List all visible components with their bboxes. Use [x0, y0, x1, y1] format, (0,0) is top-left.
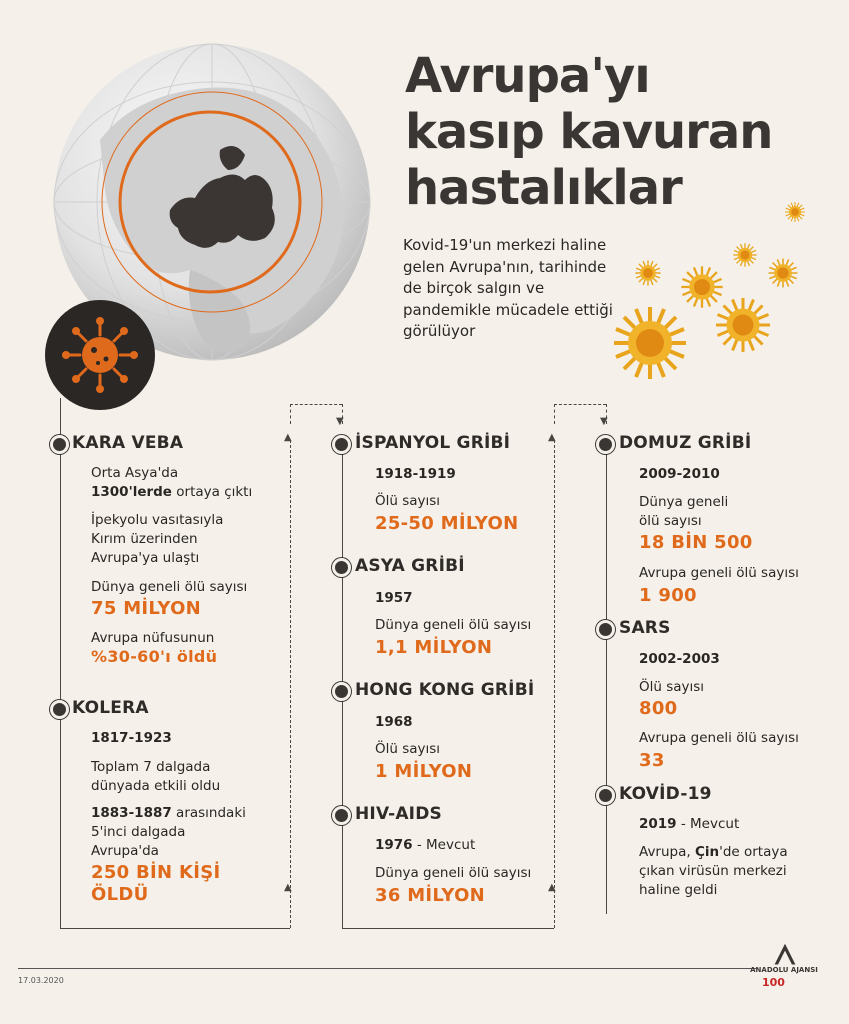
- section-title-kovid-19: KOVİD-19: [619, 784, 712, 804]
- title-line-2: kasıp kavuran: [405, 104, 773, 160]
- kara-veba-europe-label: Avrupa nüfusunun: [91, 630, 215, 646]
- timeline-dash-col2-up: [554, 440, 555, 928]
- domuz-years: 2009-2010: [639, 466, 720, 482]
- section-title-kara-veba: KARA VEBA: [72, 433, 184, 453]
- footer-divider: [18, 968, 756, 969]
- asya-years: 1957: [375, 590, 413, 606]
- virus-icon: [60, 315, 140, 395]
- kara-veba-world-label: Dünya geneli ölü sayısı: [91, 579, 248, 595]
- hongkong-years: 1968: [375, 714, 413, 730]
- footer-agency-name: ANADOLU AJANSI: [750, 966, 818, 974]
- timeline-dot: [332, 682, 351, 701]
- section-title-sars: SARS: [619, 618, 671, 638]
- kara-veba-europe-value: %30-60'ı öldü: [91, 647, 218, 666]
- timeline-dot: [332, 806, 351, 825]
- timeline-dot: [332, 435, 351, 454]
- hiv-label: Dünya geneli ölü sayısı: [375, 865, 532, 881]
- sars-europe-value: 33: [639, 750, 665, 771]
- timeline-dot: [596, 435, 615, 454]
- kara-veba-origin: Orta Asya'da 1300'lerde ortaya çıktı: [91, 465, 253, 500]
- kolera-years: 1817-1923: [91, 730, 172, 746]
- timeline-connector-2: [342, 928, 554, 929]
- timeline-dot: [596, 786, 615, 805]
- section-title-hiv-aids: HIV-AIDS: [355, 804, 442, 824]
- timeline-dash-top-1-v: [290, 404, 291, 424]
- kara-veba-spread: İpekyolu vasıtasıyla Kırım üzerinden Avrupa'ya ulaştı: [91, 512, 224, 566]
- timeline-dash-col1-up: [290, 440, 291, 928]
- timeline-dash-top-2: [554, 404, 606, 405]
- sars-dead-label: Ölü sayısı: [639, 679, 705, 695]
- asya-value: 1,1 MİLYON: [375, 637, 493, 658]
- title-line-3: hastalıklar: [405, 160, 682, 216]
- section-title-domuz-gribi: DOMUZ GRİBİ: [619, 433, 752, 453]
- arrow-up-icon: ▲: [548, 882, 556, 893]
- section-title-kolera: KOLERA: [72, 698, 149, 718]
- sars-years: 2002-2003: [639, 651, 720, 667]
- kara-veba-world-value: 75 MİLYON: [91, 598, 202, 619]
- timeline-dash-top-2-v: [554, 404, 555, 424]
- ispanyol-years: 1918-1919: [375, 466, 456, 482]
- title-line-1: Avrupa'yı: [405, 48, 650, 104]
- arrow-down-icon: ▼: [336, 416, 344, 427]
- hiv-value: 36 MİLYON: [375, 885, 486, 906]
- ispanyol-value: 25-50 MİLYON: [375, 513, 519, 534]
- section-title-hong-kong-gribi: HONG KONG GRİBİ: [355, 680, 535, 700]
- section-title-ispanyol-gribi: İSPANYOL GRİBİ: [355, 433, 511, 453]
- hongkong-value: 1 MİLYON: [375, 761, 473, 782]
- hongkong-label: Ölü sayısı: [375, 741, 441, 757]
- timeline-line-col1: [60, 398, 61, 928]
- intro-text: Kovid-19'un merkezi haline gelen Avrupa'nın, tarihinde de birçok salgın ve pandemikle mücadele ettiği görülüyor: [403, 236, 613, 340]
- kolera-line1: Toplam 7 dalgada dünyada etkili oldu: [91, 759, 221, 794]
- ispanyol-label: Ölü sayısı: [375, 493, 441, 509]
- arrow-up-icon: ▲: [548, 432, 556, 443]
- kolera-value: 250 BİN KİŞİ ÖLDÜ: [91, 862, 221, 905]
- domuz-europe-value: 1 900: [639, 585, 697, 606]
- arrow-up-icon: ▲: [284, 882, 292, 893]
- timeline-dash-top-1: [290, 404, 342, 405]
- timeline-dot: [50, 435, 69, 454]
- timeline-dot: [332, 558, 351, 577]
- timeline-line-col3: [606, 438, 607, 914]
- asya-label: Dünya geneli ölü sayısı: [375, 617, 532, 633]
- sars-europe-label: Avrupa geneli ölü sayısı: [639, 730, 799, 746]
- timeline-connector-1: [60, 928, 290, 929]
- page-title: [405, 48, 825, 216]
- anniversary-badge: 100: [762, 976, 785, 989]
- kovid-years: 2019 - Mevcut: [639, 816, 740, 832]
- timeline-dot: [596, 620, 615, 639]
- anadolu-agency-logo-icon: [762, 942, 808, 968]
- timeline-dot: [50, 700, 69, 719]
- footer-date: 17.03.2020: [18, 976, 64, 985]
- domuz-europe-label: Avrupa geneli ölü sayısı: [639, 565, 799, 581]
- section-title-asya-gribi: ASYA GRİBİ: [355, 556, 465, 576]
- virus-cluster-illustration: [600, 195, 840, 395]
- arrow-down-icon: ▼: [600, 416, 608, 427]
- kolera-line2: 1883-1887 arasındaki 5'inci dalgada Avrupa'da: [91, 805, 246, 859]
- domuz-world-value: 18 BİN 500: [639, 532, 753, 553]
- sars-dead-value: 800: [639, 698, 678, 719]
- domuz-world-label: Dünya geneli ölü sayısı: [639, 494, 729, 529]
- kovid-text: Avrupa, Çin'de ortaya çıkan virüsün merkezi haline geldi: [639, 844, 788, 898]
- hiv-years: 1976 - Mevcut: [375, 837, 476, 853]
- arrow-up-icon: ▲: [284, 432, 292, 443]
